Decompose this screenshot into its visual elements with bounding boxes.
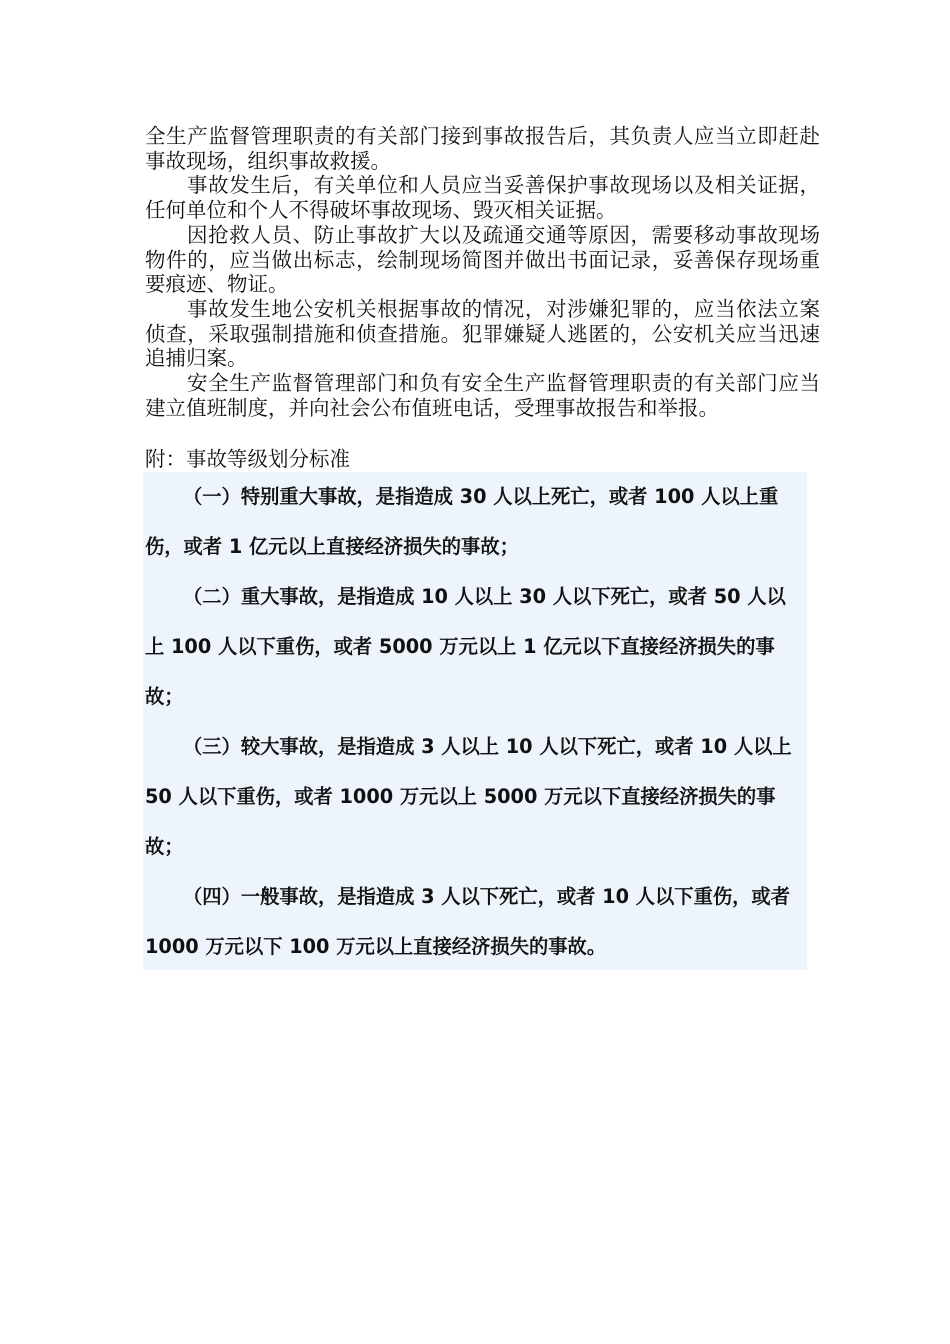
accident-grade-standards: [143, 472, 807, 970]
paragraph-protect-scene: 事故发生后，有关单位和人员应当妥善保护事故现场以及相关证据，任何单位和个人不得破坏事故现场、毁灭相关证据。: [145, 173, 820, 223]
paragraph-duty-system: 安全生产监督管理部门和负有安全生产监督管理职责的有关部门应当建立值班制度，并向社会公布值班电话，受理事故报告和举报。: [145, 371, 820, 420]
paragraph-continuation: 全生产监督管理职责的有关部门接到事故报告后，其负责人应当立即赶赴事故现场，组织事故救援。: [145, 124, 820, 173]
standard-grade-3: （三）较大事故，是指造成 3 人以上 10 人以下死亡，或者 10 人以上 50 人以下重伤，或者 1000 万元以上 5000 万元以下直接经济损失的事故；: [145, 735, 792, 858]
paragraph-police-investigation: 事故发生地公安机关根据事故的情况，对涉嫌犯罪的，应当依法立案侦查，采取强制措施和侦查措施。犯罪嫌疑人逃匿的，公安机关应当迅速追捕归案。: [145, 296, 820, 371]
body-text: [145, 124, 820, 420]
standard-grade-1: （一）特别重大事故，是指造成 30 人以上死亡，或者 100 人以上重伤，或者 1 亿元以上直接经济损失的事故；: [145, 485, 779, 558]
standard-grade-2: （二）重大事故，是指造成 10 人以上 30 人以下死亡，或者 50 人以上 100 人以下重伤，或者 5000 万元以上 1 亿元以下直接经济损失的事故；: [145, 585, 786, 708]
appendix-title: 附：事故等级划分标准: [145, 447, 350, 471]
standard-grade-4: （四）一般事故，是指造成 3 人以下死亡，或者 10 人以下重伤，或者 1000 万元以下 100 万元以上直接经济损失的事故。: [145, 885, 790, 958]
paragraph-move-objects: 因抢救人员、防止事故扩大以及疏通交通等原因，需要移动事故现场物件的，应当做出标志，绘制现场简图并做出书面记录，妥善保存现场重要痕迹、物证。: [145, 222, 820, 297]
